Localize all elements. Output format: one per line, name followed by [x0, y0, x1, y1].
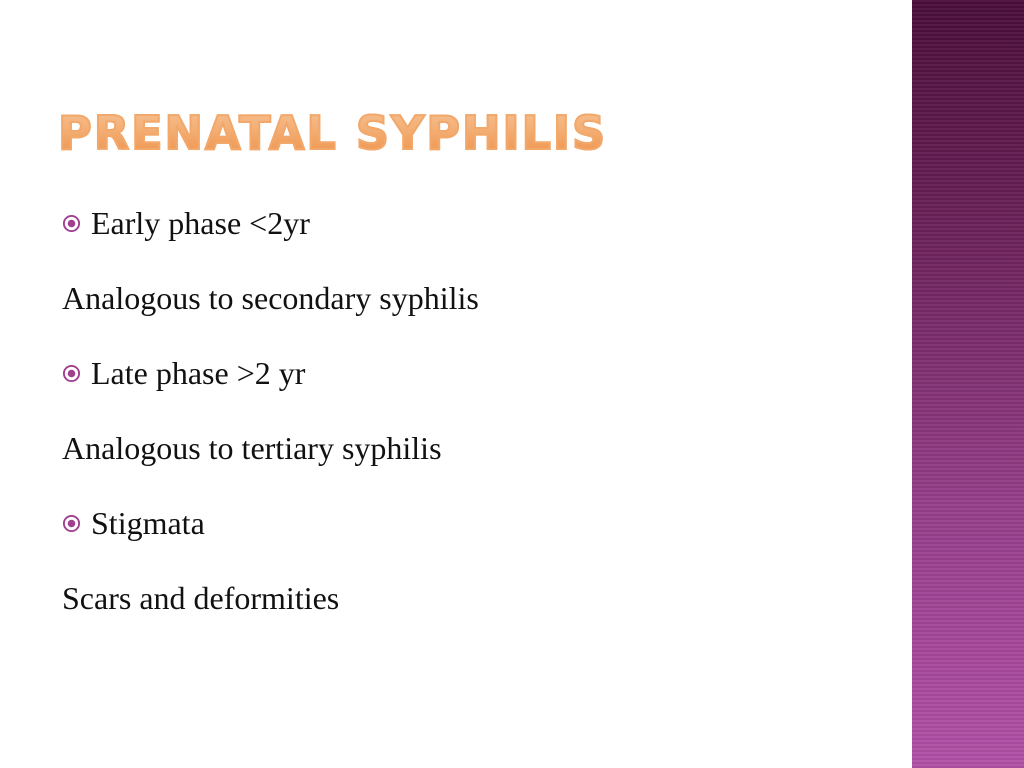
plain-text: Scars and deformities — [62, 580, 340, 616]
bullet-item-late-phase — [62, 348, 882, 398]
plain-item-secondary — [62, 273, 882, 323]
plain-item-scars — [62, 573, 882, 623]
bullet-text: Early phase <2yr — [91, 205, 310, 241]
decorative-side-bar — [912, 0, 1024, 768]
plain-item-tertiary — [62, 423, 882, 473]
circle-bullet-icon — [62, 364, 81, 383]
bullet-text: Stigmata — [91, 505, 205, 541]
bullet-item-stigmata — [62, 498, 882, 548]
slide-title: PRENATAL SYPHILIS — [58, 106, 608, 160]
circle-bullet-icon — [62, 514, 81, 533]
slide-content — [62, 198, 882, 648]
plain-text: Analogous to secondary syphilis — [62, 280, 479, 316]
bullet-item-early-phase — [62, 198, 882, 248]
bullet-text: Late phase >2 yr — [91, 355, 306, 391]
circle-bullet-icon — [62, 214, 81, 233]
plain-text: Analogous to tertiary syphilis — [62, 430, 442, 466]
